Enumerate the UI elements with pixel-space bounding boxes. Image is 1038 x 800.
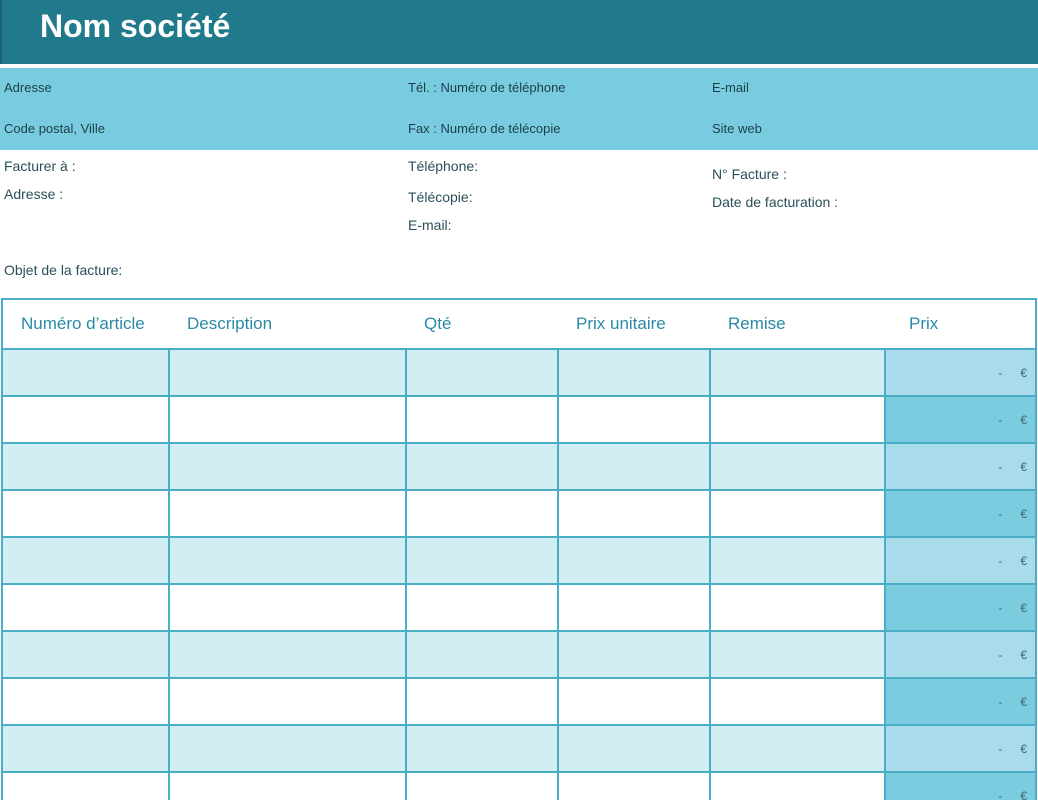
cell-price[interactable] [885,490,1035,537]
cell-discount[interactable] [710,443,885,490]
cell-description[interactable] [169,396,406,443]
cell-unit-price[interactable] [558,396,710,443]
cell-unit-price[interactable] [558,772,710,800]
cell-discount[interactable] [710,678,885,725]
table-row [3,772,1035,800]
price-value: - [998,600,1003,615]
cell-item-number[interactable] [3,584,169,631]
cell-item-number[interactable] [3,490,169,537]
invoice-subject-label[interactable]: Objet de la facture: [4,262,123,278]
header-item-number: Numéro d’article [3,300,169,349]
header-unit-price: Prix unitaire [558,300,710,349]
cell-description[interactable] [169,349,406,396]
invoice-number-label[interactable]: N° Facture : [712,166,787,182]
cell-unit-price[interactable] [558,584,710,631]
bill-to-label[interactable]: Facturer à : [4,158,76,174]
table-row [3,631,1035,678]
table-row [3,537,1035,584]
cell-unit-price[interactable] [558,349,710,396]
cell-description[interactable] [169,678,406,725]
cell-item-number[interactable] [3,349,169,396]
cell-price[interactable] [885,584,1035,631]
currency-symbol: € [1020,459,1027,474]
table-row [3,678,1035,725]
company-website[interactable]: Site web [712,121,762,136]
cell-description[interactable] [169,584,406,631]
currency-symbol: € [1020,788,1027,800]
cell-description[interactable] [169,725,406,772]
cell-unit-price[interactable] [558,725,710,772]
price-value: - [998,647,1003,662]
cell-unit-price[interactable] [558,443,710,490]
cell-discount[interactable] [710,490,885,537]
header-price: Prix [885,300,1035,349]
cell-quantity[interactable] [406,490,558,537]
price-value: - [998,788,1003,800]
client-address-label[interactable]: Adresse : [4,186,64,202]
invoice-table [1,298,1037,800]
cell-unit-price[interactable] [558,490,710,537]
price-value: - [998,553,1003,568]
cell-quantity[interactable] [406,396,558,443]
cell-item-number[interactable] [3,725,169,772]
company-phone[interactable]: Tél. : Numéro de téléphone [408,80,566,95]
cell-description[interactable] [169,443,406,490]
table-header-row [3,300,1035,349]
price-value: - [998,506,1003,521]
cell-unit-price[interactable] [558,631,710,678]
company-postal-city[interactable]: Code postal, Ville [4,121,105,136]
price-value: - [998,412,1003,427]
cell-description[interactable] [169,631,406,678]
cell-discount[interactable] [710,772,885,800]
price-value: - [998,694,1003,709]
cell-discount[interactable] [710,631,885,678]
company-fax[interactable]: Fax : Numéro de télécopie [408,121,561,136]
price-value: - [998,741,1003,756]
company-address[interactable]: Adresse [4,80,52,95]
cell-quantity[interactable] [406,631,558,678]
header-discount: Remise [710,300,885,349]
cell-quantity[interactable] [406,537,558,584]
currency-symbol: € [1020,694,1027,709]
header-description: Description [169,300,406,349]
table-row [3,725,1035,772]
header-quantity: Qté [406,300,558,349]
cell-price[interactable] [885,772,1035,800]
cell-quantity[interactable] [406,349,558,396]
cell-unit-price[interactable] [558,678,710,725]
cell-discount[interactable] [710,584,885,631]
cell-quantity[interactable] [406,443,558,490]
table-row [3,349,1035,396]
table-row [3,443,1035,490]
price-value: - [998,459,1003,474]
client-fax-label[interactable]: Télécopie: [408,189,473,205]
currency-symbol: € [1020,647,1027,662]
cell-price[interactable] [885,349,1035,396]
cell-discount[interactable] [710,725,885,772]
invoice-date-label[interactable]: Date de facturation : [712,194,839,210]
currency-symbol: € [1020,365,1027,380]
company-name[interactable]: Nom société [40,8,231,44]
cell-item-number[interactable] [3,537,169,584]
cell-price[interactable] [885,631,1035,678]
cell-discount[interactable] [710,537,885,584]
cell-price[interactable] [885,678,1035,725]
table-row [3,396,1035,443]
cell-item-number[interactable] [3,396,169,443]
cell-item-number[interactable] [3,443,169,490]
currency-symbol: € [1020,412,1027,427]
cell-quantity[interactable] [406,772,558,800]
cell-price[interactable] [885,396,1035,443]
currency-symbol: € [1020,741,1027,756]
cell-price[interactable] [885,725,1035,772]
cell-description[interactable] [169,537,406,584]
cell-description[interactable] [169,490,406,537]
currency-symbol: € [1020,553,1027,568]
client-email-label[interactable]: E-mail: [408,217,452,233]
company-email[interactable]: E-mail [712,80,749,95]
cell-quantity[interactable] [406,584,558,631]
table-row [3,490,1035,537]
currency-symbol: € [1020,506,1027,521]
company-contact-band [0,68,1038,150]
cell-quantity[interactable] [406,678,558,725]
cell-item-number[interactable] [3,631,169,678]
table-row [3,584,1035,631]
cell-item-number[interactable] [3,772,169,800]
company-header [0,0,1038,64]
client-phone-label[interactable]: Téléphone: [408,158,479,174]
cell-discount[interactable] [710,349,885,396]
price-value: - [998,365,1003,380]
cell-price[interactable] [885,537,1035,584]
cell-quantity[interactable] [406,725,558,772]
cell-description[interactable] [169,772,406,800]
cell-discount[interactable] [710,396,885,443]
cell-item-number[interactable] [3,678,169,725]
currency-symbol: € [1020,600,1027,615]
cell-price[interactable] [885,443,1035,490]
cell-unit-price[interactable] [558,537,710,584]
